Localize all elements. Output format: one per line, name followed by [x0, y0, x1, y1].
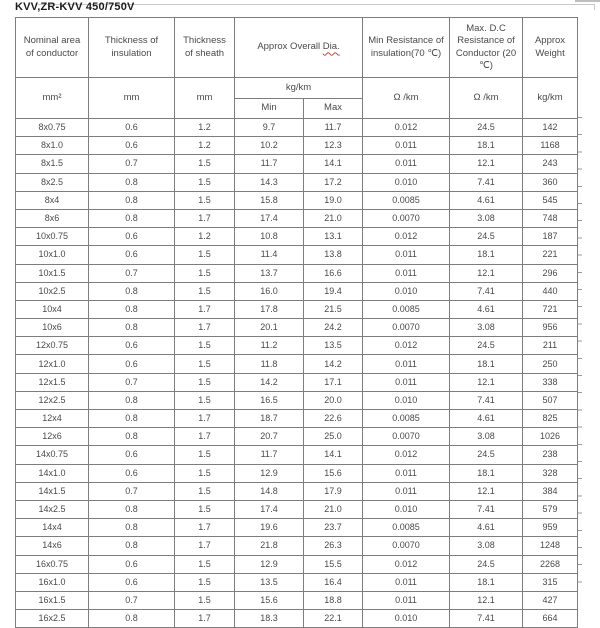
table-cell: 3.08	[450, 319, 523, 337]
corner-smudge	[575, 0, 600, 2]
table-cell: 3.08	[450, 209, 523, 227]
table-row	[16, 282, 578, 300]
table-cell: 1026	[523, 428, 578, 446]
cell-nominal-area: 12x6	[16, 428, 89, 446]
table-cell: 0.0085	[363, 519, 450, 537]
table-cell: 12.9	[235, 555, 304, 573]
table-cell: 1.7	[175, 428, 235, 446]
unit-overall-dia: kg/km	[235, 78, 363, 99]
table-cell: 12.1	[450, 591, 523, 609]
unit-min-resistance: Ω /km	[363, 78, 450, 119]
table-cell: 20.0	[304, 391, 363, 409]
table-row	[16, 537, 578, 555]
table-cell: 2268	[523, 555, 578, 573]
table-cell: 13.1	[304, 228, 363, 246]
table-cell: 15.5	[304, 555, 363, 573]
table-cell: 26.3	[304, 537, 363, 555]
cell-nominal-area: 8x6	[16, 209, 89, 227]
table-row	[16, 337, 578, 355]
table-cell: 0.8	[89, 209, 175, 227]
table-cell: 384	[523, 482, 578, 500]
unit-dc-resistance: Ω /km	[450, 78, 523, 119]
table-cell: 18.1	[450, 464, 523, 482]
cell-nominal-area: 16x0.75	[16, 555, 89, 573]
table-cell: 1.5	[175, 555, 235, 573]
table-cell: 328	[523, 464, 578, 482]
table-row	[16, 591, 578, 609]
cell-nominal-area: 8x2.5	[16, 173, 89, 191]
table-cell: 0.0070	[363, 209, 450, 227]
table-cell: 4.61	[450, 519, 523, 537]
cell-nominal-area: 10x2.5	[16, 282, 89, 300]
table-cell: 11.7	[235, 446, 304, 464]
table-cell: 13.7	[235, 264, 304, 282]
table-cell: 12.1	[450, 482, 523, 500]
table-cell: 25.0	[304, 428, 363, 446]
table-cell: 18.1	[450, 355, 523, 373]
table-cell: 0.8	[89, 519, 175, 537]
table-cell: 0.010	[363, 500, 450, 518]
table-cell: 7.41	[450, 500, 523, 518]
header-max-dc-resistance: Max. D.C Resistance of Conductor (20 ℃)	[450, 18, 523, 78]
table-cell: 0.6	[89, 573, 175, 591]
cell-nominal-area: 10x4	[16, 300, 89, 318]
table-cell: 0.8	[89, 191, 175, 209]
table-cell: 0.0070	[363, 428, 450, 446]
table-cell: 3.08	[450, 537, 523, 555]
cell-nominal-area: 16x1.5	[16, 591, 89, 609]
table-cell: 19.0	[304, 191, 363, 209]
table-cell: 17.1	[304, 373, 363, 391]
table-cell: 0.7	[89, 264, 175, 282]
table-cell: 0.8	[89, 300, 175, 318]
cell-nominal-area: 16x1.0	[16, 573, 89, 591]
table-cell: 579	[523, 500, 578, 518]
table-cell: 427	[523, 591, 578, 609]
table-cell: 21.0	[304, 500, 363, 518]
table-cell: 15.8	[235, 191, 304, 209]
table-row	[16, 610, 578, 628]
table-cell: 1.5	[175, 391, 235, 409]
table-cell: 12.1	[450, 373, 523, 391]
table-cell: 0.011	[363, 482, 450, 500]
table-cell: 11.8	[235, 355, 304, 373]
row-tick-marks	[578, 117, 582, 585]
cell-nominal-area: 8x0.75	[16, 119, 89, 137]
table-row	[16, 228, 578, 246]
table-cell: 0.012	[363, 228, 450, 246]
cell-nominal-area: 14x6	[16, 537, 89, 555]
table-cell: 0.7	[89, 482, 175, 500]
table-cell: 1.5	[175, 355, 235, 373]
table-cell: 0.8	[89, 500, 175, 518]
table-cell: 1.5	[175, 264, 235, 282]
table-row	[16, 119, 578, 137]
unit-nominal-area: mm²	[16, 78, 89, 119]
table-cell: 238	[523, 446, 578, 464]
table-cell: 315	[523, 573, 578, 591]
table-cell: 12.3	[304, 137, 363, 155]
spec-table	[15, 17, 578, 628]
table-cell: 250	[523, 355, 578, 373]
table-cell: 12.1	[450, 155, 523, 173]
table-cell: 0.012	[363, 446, 450, 464]
table-cell: 296	[523, 264, 578, 282]
table-cell: 0.6	[89, 137, 175, 155]
header-min-resistance: Min Resistance of insulation(70 ℃)	[363, 18, 450, 78]
header-nominal-area: Nominal area of conductor	[16, 18, 89, 78]
table-cell: 0.8	[89, 391, 175, 409]
table-cell: 142	[523, 119, 578, 137]
cell-nominal-area: 10x1.0	[16, 246, 89, 264]
table-cell: 21.5	[304, 300, 363, 318]
table-cell: 17.2	[304, 173, 363, 191]
table-cell: 0.7	[89, 373, 175, 391]
unit-insulation: mm	[89, 78, 175, 119]
table-cell: 0.8	[89, 537, 175, 555]
table-cell: 959	[523, 519, 578, 537]
table-cell: 1.7	[175, 610, 235, 628]
unit-weight: kg/km	[523, 78, 578, 119]
table-cell: 24.5	[450, 228, 523, 246]
table-cell: 0.8	[89, 282, 175, 300]
table-cell: 0.011	[363, 373, 450, 391]
table-cell: 17.4	[235, 209, 304, 227]
table-cell: 14.2	[304, 355, 363, 373]
table-cell: 17.9	[304, 482, 363, 500]
cell-nominal-area: 12x0.75	[16, 337, 89, 355]
table-cell: 7.41	[450, 173, 523, 191]
table-row	[16, 209, 578, 227]
unit-sheath: mm	[175, 78, 235, 119]
table-cell: 1.7	[175, 300, 235, 318]
table-cell: 3.08	[450, 428, 523, 446]
table-row	[16, 137, 578, 155]
header-approx-weight: Approx Weight	[523, 18, 578, 78]
table-cell: 1.5	[175, 446, 235, 464]
table-cell: 0.011	[363, 355, 450, 373]
table-cell: 360	[523, 173, 578, 191]
table-cell: 1.7	[175, 319, 235, 337]
table-cell: 0.6	[89, 446, 175, 464]
table-cell: 0.6	[89, 464, 175, 482]
table-cell: 0.012	[363, 119, 450, 137]
table-cell: 0.011	[363, 137, 450, 155]
table-row	[16, 355, 578, 373]
table-cell: 22.1	[304, 610, 363, 628]
table-cell: 12.1	[450, 264, 523, 282]
subheader-dia-max: Max	[304, 99, 363, 119]
table-cell: 12.9	[235, 464, 304, 482]
table-cell: 0.0085	[363, 410, 450, 428]
table-row	[16, 519, 578, 537]
table-cell: 187	[523, 228, 578, 246]
table-cell: 14.1	[304, 155, 363, 173]
table-row	[16, 264, 578, 282]
table-cell: 7.41	[450, 391, 523, 409]
cell-nominal-area: 10x6	[16, 319, 89, 337]
table-cell: 0.8	[89, 173, 175, 191]
table-cell: 18.1	[450, 246, 523, 264]
table-cell: 24.5	[450, 119, 523, 137]
table-cell: 0.7	[89, 155, 175, 173]
header-row	[16, 18, 578, 78]
table-cell: 7.41	[450, 610, 523, 628]
cell-nominal-area: 14x0.75	[16, 446, 89, 464]
table-cell: 0.011	[363, 464, 450, 482]
table-cell: 16.5	[235, 391, 304, 409]
units-row	[16, 78, 578, 99]
table-cell: 1.5	[175, 337, 235, 355]
table-cell: 13.5	[235, 573, 304, 591]
table-cell: 1.7	[175, 537, 235, 555]
table-cell: 16.4	[304, 573, 363, 591]
table-cell: 11.7	[304, 119, 363, 137]
table-cell: 1248	[523, 537, 578, 555]
table-cell: 1168	[523, 137, 578, 155]
cell-nominal-area: 16x2.5	[16, 610, 89, 628]
table-cell: 14.2	[235, 373, 304, 391]
table-cell: 0.0070	[363, 319, 450, 337]
table-cell: 24.5	[450, 337, 523, 355]
table-cell: 24.5	[450, 446, 523, 464]
window-top-rule-end	[594, 4, 595, 10]
table-cell: 0.7	[89, 591, 175, 609]
table-cell: 0.6	[89, 337, 175, 355]
table-cell: 956	[523, 319, 578, 337]
table-row	[16, 319, 578, 337]
subheader-dia-min: Min	[235, 99, 304, 119]
table-cell: 15.6	[304, 464, 363, 482]
table-cell: 24.2	[304, 319, 363, 337]
table-cell: 0.012	[363, 337, 450, 355]
table-cell: 1.5	[175, 282, 235, 300]
table-cell: 16.0	[235, 282, 304, 300]
table-cell: 1.5	[175, 500, 235, 518]
header-overall-dia	[235, 18, 363, 78]
table-cell: 440	[523, 282, 578, 300]
table-row	[16, 464, 578, 482]
table-cell: 0.8	[89, 610, 175, 628]
cell-nominal-area: 10x1.5	[16, 264, 89, 282]
table-body	[16, 119, 578, 628]
table-cell: 664	[523, 610, 578, 628]
table-cell: 16.6	[304, 264, 363, 282]
table-cell: 1.5	[175, 573, 235, 591]
table-cell: 20.1	[235, 319, 304, 337]
table-cell: 0.010	[363, 391, 450, 409]
table-cell: 23.7	[304, 519, 363, 537]
header-thickness-sheath: Thickness of sheath	[175, 18, 235, 78]
table-cell: 18.8	[304, 591, 363, 609]
table-cell: 11.4	[235, 246, 304, 264]
table-cell: 0.011	[363, 591, 450, 609]
table-cell: 1.5	[175, 482, 235, 500]
table-cell: 1.5	[175, 246, 235, 264]
table-cell: 243	[523, 155, 578, 173]
table-cell: 21.0	[304, 209, 363, 227]
table-cell: 1.7	[175, 209, 235, 227]
table-cell: 211	[523, 337, 578, 355]
table-cell: 0.011	[363, 264, 450, 282]
table-cell: 1.5	[175, 464, 235, 482]
table-cell: 0.011	[363, 573, 450, 591]
table-cell: 0.0085	[363, 300, 450, 318]
cell-nominal-area: 8x1.5	[16, 155, 89, 173]
table-cell: 721	[523, 300, 578, 318]
table-cell: 0.010	[363, 282, 450, 300]
table-cell: 13.5	[304, 337, 363, 355]
table-cell: 0.0070	[363, 537, 450, 555]
table-cell: 1.2	[175, 137, 235, 155]
table-cell: 0.010	[363, 173, 450, 191]
cell-nominal-area: 12x1.0	[16, 355, 89, 373]
table-cell: 22.6	[304, 410, 363, 428]
table-row	[16, 191, 578, 209]
table-cell: 21.8	[235, 537, 304, 555]
table-cell: 0.012	[363, 555, 450, 573]
table-cell: 1.7	[175, 519, 235, 537]
table-cell: 19.4	[304, 282, 363, 300]
table-cell: 0.6	[89, 119, 175, 137]
table-cell: 1.5	[175, 373, 235, 391]
table-cell: 20.7	[235, 428, 304, 446]
table-cell: 10.8	[235, 228, 304, 246]
table-cell: 14.3	[235, 173, 304, 191]
table-cell: 1.5	[175, 155, 235, 173]
cell-nominal-area: 12x1.5	[16, 373, 89, 391]
cell-nominal-area: 8x4	[16, 191, 89, 209]
table-cell: 0.8	[89, 428, 175, 446]
table-row	[16, 173, 578, 191]
table-row	[16, 555, 578, 573]
page-title: KVV,ZR-KVV 450/750V	[15, 1, 135, 13]
table-cell: 221	[523, 246, 578, 264]
table-row	[16, 482, 578, 500]
table-row	[16, 573, 578, 591]
table-cell: 4.61	[450, 191, 523, 209]
table-cell: 1.2	[175, 228, 235, 246]
table-cell: 14.1	[304, 446, 363, 464]
table-cell: 18.7	[235, 410, 304, 428]
table-cell: 4.61	[450, 300, 523, 318]
table-row	[16, 500, 578, 518]
table-cell: 748	[523, 209, 578, 227]
table-cell: 18.3	[235, 610, 304, 628]
table-cell: 18.1	[450, 573, 523, 591]
header-thickness-insulation: Thickness of insulation	[89, 18, 175, 78]
table-cell: 1.5	[175, 591, 235, 609]
table-cell: 0.010	[363, 610, 450, 628]
table-cell: 507	[523, 391, 578, 409]
table-cell: 19.6	[235, 519, 304, 537]
table-cell: 14.8	[235, 482, 304, 500]
table-cell: 0.8	[89, 410, 175, 428]
table-row	[16, 410, 578, 428]
table-cell: 0.6	[89, 246, 175, 264]
cell-nominal-area: 14x1.5	[16, 482, 89, 500]
table-cell: 10.2	[235, 137, 304, 155]
table-cell: 4.61	[450, 410, 523, 428]
table-cell: 24.5	[450, 555, 523, 573]
table-row	[16, 155, 578, 173]
table-cell: 17.8	[235, 300, 304, 318]
cell-nominal-area: 14x1.0	[16, 464, 89, 482]
table-cell: 1.5	[175, 191, 235, 209]
table-cell: 545	[523, 191, 578, 209]
table-cell: 9.7	[235, 119, 304, 137]
table-cell: 11.7	[235, 155, 304, 173]
table-cell: 338	[523, 373, 578, 391]
table-row	[16, 446, 578, 464]
table-cell: 0.6	[89, 555, 175, 573]
table-cell: 11.2	[235, 337, 304, 355]
table-cell: 0.0085	[363, 191, 450, 209]
header-overall-dia-word: Dia.	[322, 41, 340, 53]
table-cell: 15.6	[235, 591, 304, 609]
table-cell: 0.8	[89, 319, 175, 337]
table-cell: 1.7	[175, 410, 235, 428]
cell-nominal-area: 8x1.0	[16, 137, 89, 155]
table-cell: 17.4	[235, 500, 304, 518]
table-cell: 18.1	[450, 137, 523, 155]
table-cell: 0.6	[89, 355, 175, 373]
table-row	[16, 373, 578, 391]
table-cell: 7.41	[450, 282, 523, 300]
cell-nominal-area: 14x2.5	[16, 500, 89, 518]
table-cell: 1.2	[175, 119, 235, 137]
cell-nominal-area: 12x2.5	[16, 391, 89, 409]
table-cell: 0.011	[363, 155, 450, 173]
table-row	[16, 428, 578, 446]
table-cell: 13.8	[304, 246, 363, 264]
table-cell: 825	[523, 410, 578, 428]
cell-nominal-area: 14x4	[16, 519, 89, 537]
cell-nominal-area: 12x4	[16, 410, 89, 428]
header-overall-dia-prefix: Approx Overall	[257, 41, 321, 53]
table-cell: 0.011	[363, 246, 450, 264]
table-row	[16, 246, 578, 264]
table-cell: 0.6	[89, 228, 175, 246]
table-row	[16, 300, 578, 318]
table-cell: 1.5	[175, 173, 235, 191]
table-row	[16, 391, 578, 409]
cell-nominal-area: 10x0.75	[16, 228, 89, 246]
